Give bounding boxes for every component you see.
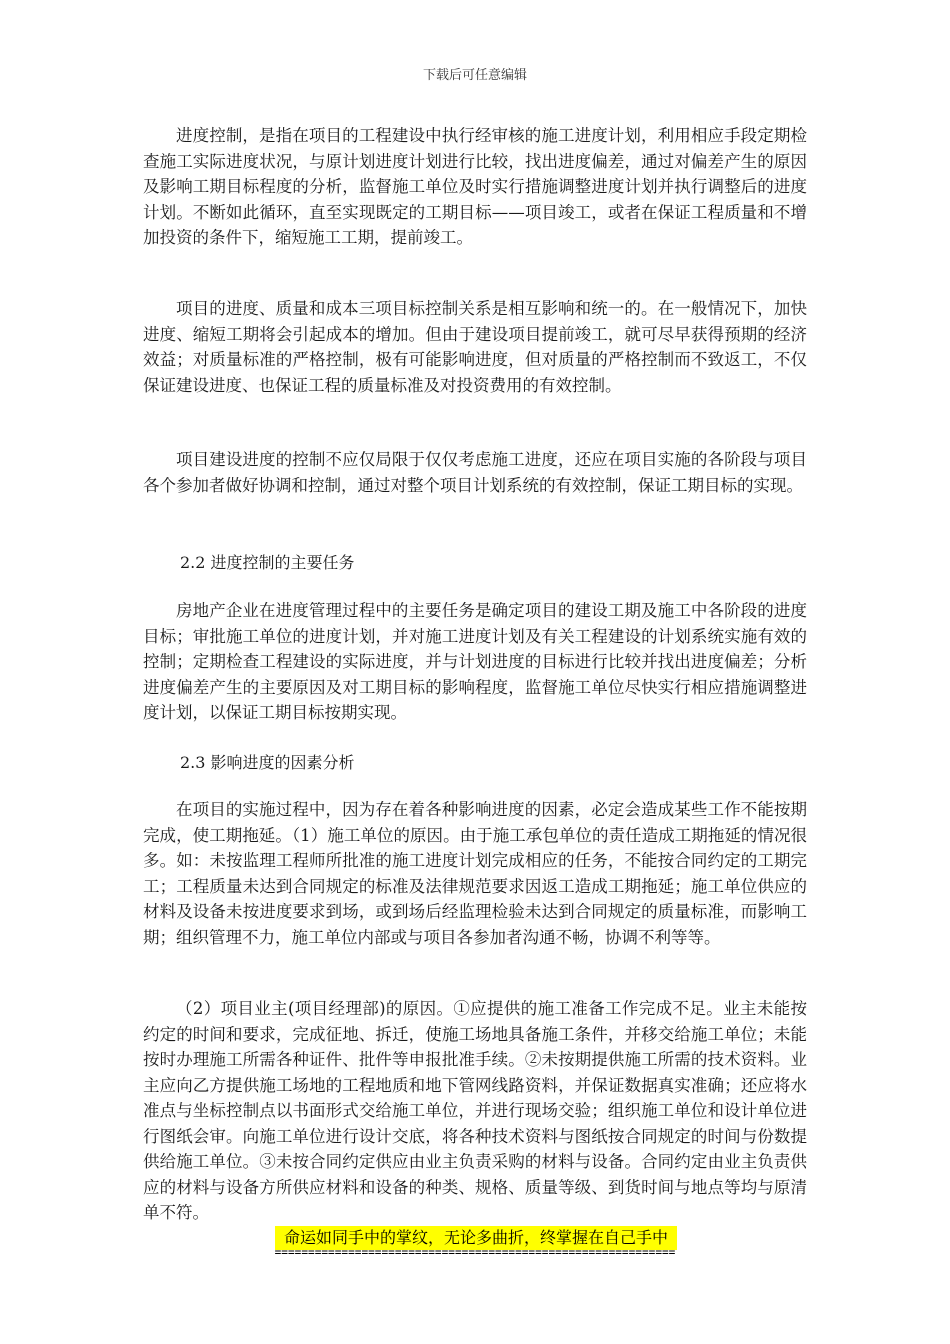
paragraph-contractor-causes: 在项目的实施过程中，因为存在着各种影响进度的因素，必定会造成某些工作不能按期完成，使工期拖延。（1）施工单位的原因。由于施工承包单位的责任造成工期拖延的情况很多。如：未按监理工程师所批准的施工进度计划完成相应的任务，不能按合同约定的工期完工；工程质量未达到合同规定的标准及法律规范要求因返工造成工期拖延；施工单位供应的材料及设备未按进度要求到场，或到场后经监理检验未达到合同规定的质量标准，而影响工期；组织管理不力，施工单位内部或与项目各参加者沟通不畅，协调不利等等。 [143,800,807,947]
footer-motto: 命运如同手中的掌纹，无论多曲折，终掌握在自己手中 [275,1226,677,1250]
paragraph-owner-causes: （2）项目业主(项目经理部)的原因。①应提供的施工准备工作完成不足。业主未能按约定的时间和要求，完成征地、拆迁，使施工场地具备施工条件，并移交给施工单位；未能按时办理施工所需各种证件、批件等申报批准手续。②未按期提供施工所需的技术资料。业主应向乙方提供施工场地的工程地质和地下管网线路资料，并保证数据真实准确；还应将水准点与坐标控制点以书面形式交给施工单位，并进行现场交验；组织施工单位和设计单位进行图纸会审。向施工单位进行设计交底，将各种技术资料与图纸按合同规定的时间与份数提供给施工单位。③未按合同约定供应由业主负责采购的材料与设备。合同约定由业主负责供应的材料与设备方所供应材料和设备的种类、规格、质量等级、到货时间与地点等均与原清单不符。 [143,999,807,1222]
header-note: 下载后可任意编辑 [422,68,527,83]
section-heading-2-2: 2.2 进度控制的主要任务 [180,553,355,572]
section-heading-2-3: 2.3 影响进度的因素分析 [180,753,355,772]
paragraph-coordination: 项目建设进度的控制不应仅局限于仅仅考虑施工进度，还应在项目实施的各阶段与项目各个参加者做好协调和控制，通过对整个项目计划系统的有效控制，保证工期目标的实现。 [143,450,807,495]
paragraph-three-objectives: 项目的进度、质量和成本三项目标控制关系是相互影响和统一的。在一般情况下，加快进度、缩短工期将会引起成本的增加。但由于建设项目提前竣工，就可尽早获得预期的经济效益；对质量标准的严格控制，极有可能影响进度，但对质量的严格控制而不致返工，不仅保证建设进度、也保证工程的质量标准及对投资费用的有效控制。 [143,299,807,395]
footer-rule: ============================================================ [274,1246,676,1259]
paragraph-main-tasks: 房地产企业在进度管理过程中的主要任务是确定项目的建设工期及施工中各阶段的进度目标；审批施工单位的进度计划，并对施工进度计划及有关工程建设的计划系统实施有效的控制；定期检查工程建设的实际进度，并与计划进度的目标进行比较并找出进度偏差；分析进度偏差产生的主要原因及对工期目标的影响程度，监督施工单位尽快实行相应措施调整进度计划，以保证工期目标按期实现。 [143,601,807,722]
paragraph-progress-control-definition: 进度控制，是指在项目的工程建设中执行经审核的施工进度计划，利用相应手段定期检查施工实际进度状况，与原计划进度计划进行比较，找出进度偏差，通过对偏差产生的原因及影响工期目标程度的分析，监督施工单位及时实行措施调整进度计划并执行调整后的进度计划。不断如此循环，直至实现既定的工期目标——项目竣工，或者在保证工程质量和不增加投资的条件下，缩短施工工期，提前竣工。 [143,126,807,247]
